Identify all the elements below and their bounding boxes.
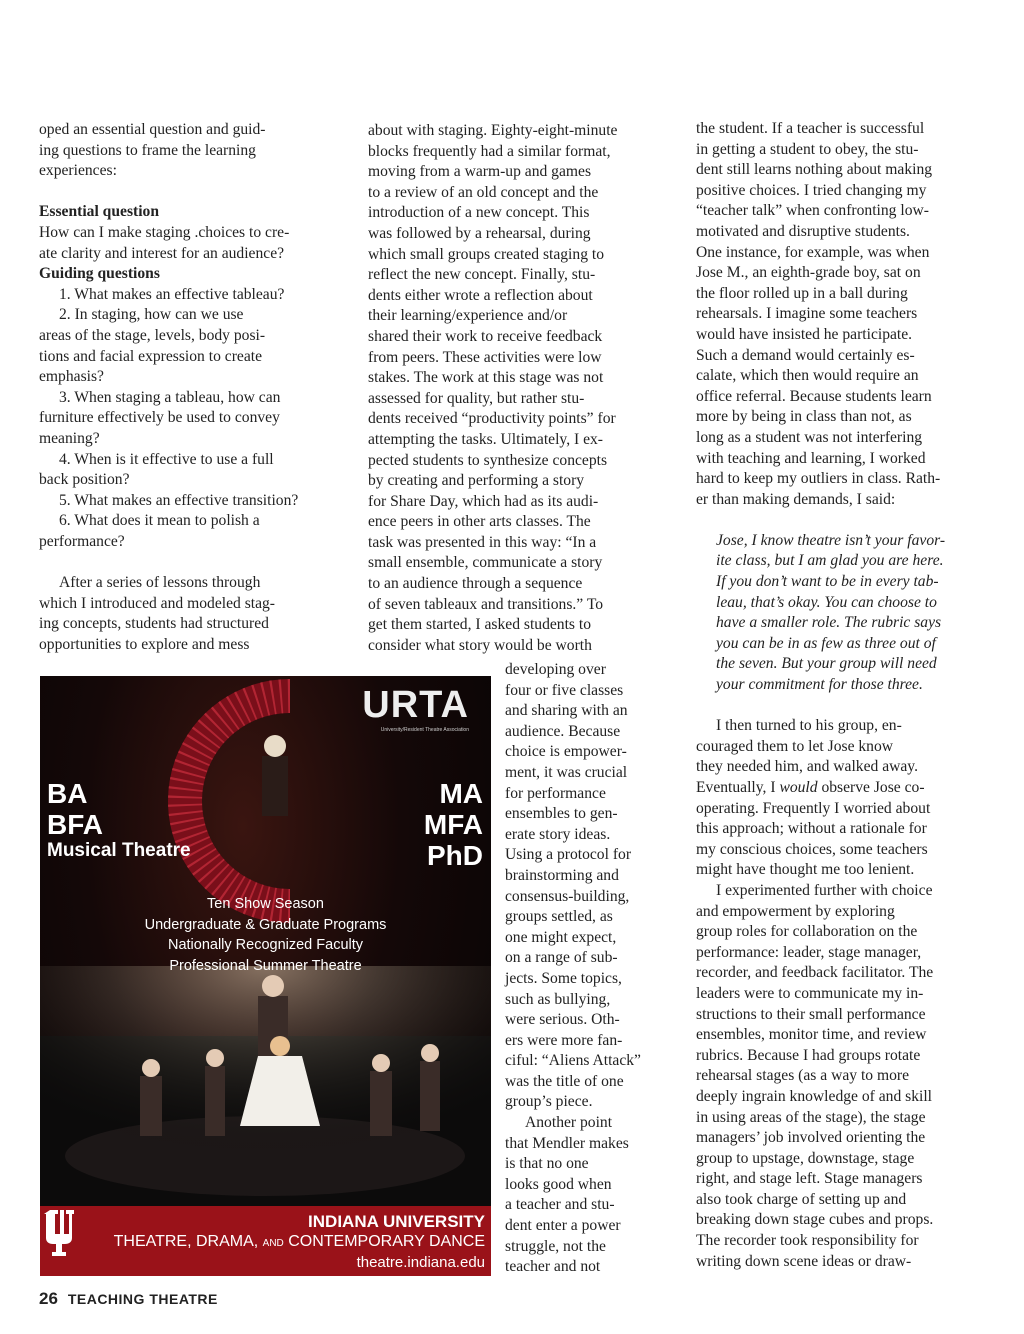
guiding-question: 5. What makes an effective transition? — [59, 491, 299, 509]
guiding-question: 2. In staging, how can we use — [59, 306, 244, 324]
article-column-3 — [696, 119, 986, 1272]
body-paragraph: After a series of lessons through which I introduced and modeled stag- ing concepts, students had structured opportunities to explore and mess — [39, 574, 276, 653]
ad-footer-banner — [40, 1206, 491, 1276]
essential-question-heading: Essential question — [39, 203, 160, 221]
stage-photo-illustration — [40, 676, 491, 1276]
undergraduate-degrees: BA BFA Musical Theatre — [47, 778, 191, 861]
guiding-question: 4. When is it effective to use a full — [59, 450, 274, 468]
magazine-name: TEACHING THEATRE — [67, 1291, 218, 1307]
graduate-degrees: MA MFA PhD — [423, 778, 483, 871]
iu-trident-icon — [40, 1206, 84, 1258]
article-column-2: about with staging. Eighty-eight-minute blocks frequently had a similar format, moving from a warm-up and games to a review of an old concept and the introduction of a new concept. This was followed by a rehearsal, during which small groups created staging to reflect the new concept. Finally, stu- dents either wrote a reflection about their learning/experience and/or shared their work to receive feedback from peers. These activities were low stakes. The work at this stage was not assessed for quality, but rather stu- dents received “productivity points” for attempting the tasks. Ultimately, I ex- pected students to synthesize concepts by creating and performing a story for Share Day, which had as its audi- ence peers in other arts classes. The task was presented in this way: “In a small ensemble, communicate a story to an audience through a sequence of seven tableaux and transitions.” To get them started, I asked students to consider what story would be worth — [368, 122, 618, 654]
guiding-question: 3. When staging a tableau, how can — [59, 388, 281, 406]
article-column-2-narrow: developing over four or five classes and sharing with an audience. Because choice is empower- ment, it was crucial for performance ensembles to gen- erate story ideas. Using a protocol for brainstorming and consensus-building, groups settled, as one might expect, on a range of sub- jects. Some topics, such as bullying, were serious. Oth- ers were more fan- ciful: “Aliens Attack” was the title of one group’s piece. Another point that Mendler makes is that no one looks good when a teacher and stu- dent enter a power struggle, not the teacher and not — [505, 661, 641, 1276]
guiding-question: 1. What makes an effective tableau? — [59, 285, 285, 303]
block-quote: Jose, I know theatre isn’t your favor- ite class, but I am glad you are here. If you don’t want to be in every tab- leau, that’s okay. You can choose to have a smaller role. The rubric says you can be in as few as three out of the seven. But your group will need your commitment for those three. — [716, 531, 946, 694]
essential-question-text: How can I make staging .choices to cre- — [39, 223, 290, 241]
program-features: Ten Show Season Undergraduate & Graduate Programs Nationally Recognized Faculty Professional Summer Theatre — [144, 896, 387, 974]
article-column-1: oped an essential question and guid- ing questions to frame the learning experiences: Essential question How can I make staging .choices to cre- ate clarity and interest for an audience? Guiding questions 1. What makes an effective tableau? 2. In staging, how can we use areas of the stage, levels, body posi- tions and facial expression to create emphasis? 3. When staging a tableau, how can furniture effectively be used to convey meaning? 4. When is it effective to use a full back position? 5. What makes an effective transition? 6. What does it mean to polish a performance? After a series of lessons through which I introduced and modeled stag- ing concepts, students had structured opportunities to explore and mess — [39, 120, 334, 655]
guiding-questions-heading: Guiding questions — [39, 265, 160, 283]
page-number: 26 — [39, 1289, 58, 1308]
guiding-question: 6. What does it mean to polish a — [59, 512, 260, 530]
body-paragraph: I then turned to his group, en- couraged them to let Jose know they needed him, and walked away. Eventually, I would observe Jose co- operating. Frequently I worried about this approach; without a rationale for my conscious choices, some teachers might have thought me too lenient. — [696, 717, 931, 879]
intro-paragraph: oped an essential question and guid- ing questions to frame the learning experiences: — [39, 121, 266, 180]
indiana-university-advertisement[interactable] — [40, 676, 491, 1276]
urta-subtitle: University/Resident Theatre Association — [380, 727, 469, 733]
urta-logo: URTA — [362, 684, 469, 726]
emphasis: would — [779, 779, 818, 796]
guiding-question-list: 1. What makes an effective tableau? 2. In staging, how can we use areas of the stage, levels, body posi- tions and facial expression to create emphasis? 3. When staging a tableau, how can furniture effectively be used to convey meaning? 4. When is it effective to use a full back position? 5. What makes an effective transition? 6. What does it mean to polish a performance? — [39, 285, 334, 553]
department-name: THEATRE, DRAMA, AND CONTEMPORARY DANCE — [113, 1233, 485, 1250]
body-paragraph: the student. If a teacher is successful in getting a student to obey, the stu- dent still learns nothing about making positive choices. I tried changing my “teacher talk” when confronting low- motivated and disruptive students. One instance, for example, was when Jose M., an eighth-grade boy, sat on the floor rolled up in a ball during rehearsals. I imagine some teachers would have insisted he participate. Such a demand would certainly es- calate, which then would require an office referral. Because students learn more by being in class than not, as long as a student was not interfering with teaching and learning, I worked hard to keep my outliers in class. Rath- er than making demands, I said: — [696, 120, 941, 508]
website-link[interactable]: theatre.indiana.edu — [356, 1254, 485, 1271]
body-paragraph: I experimented further with choice and empowerment by exploring group roles for collaboration on the performance: leader, stage manager, recorder, and feedback facilitator. The leaders were to communicate my in- structions to their small performance ensembles, monitor time, and review rubrics. Because I had groups rotate rehearsal stages (as a way to more deeply ingrain knowledge of and skill in using areas of the stage), the stage managers’ job involved orienting the group to upstage, downstage, stage right, and stage left. Stage managers also took charge of setting up and breaking down stage cubes and props. The recorder took responsibility for writing down scene ideas or draw- — [696, 881, 934, 1270]
university-name: INDIANA UNIVERSITY — [308, 1212, 485, 1231]
page-footer — [39, 1289, 218, 1309]
